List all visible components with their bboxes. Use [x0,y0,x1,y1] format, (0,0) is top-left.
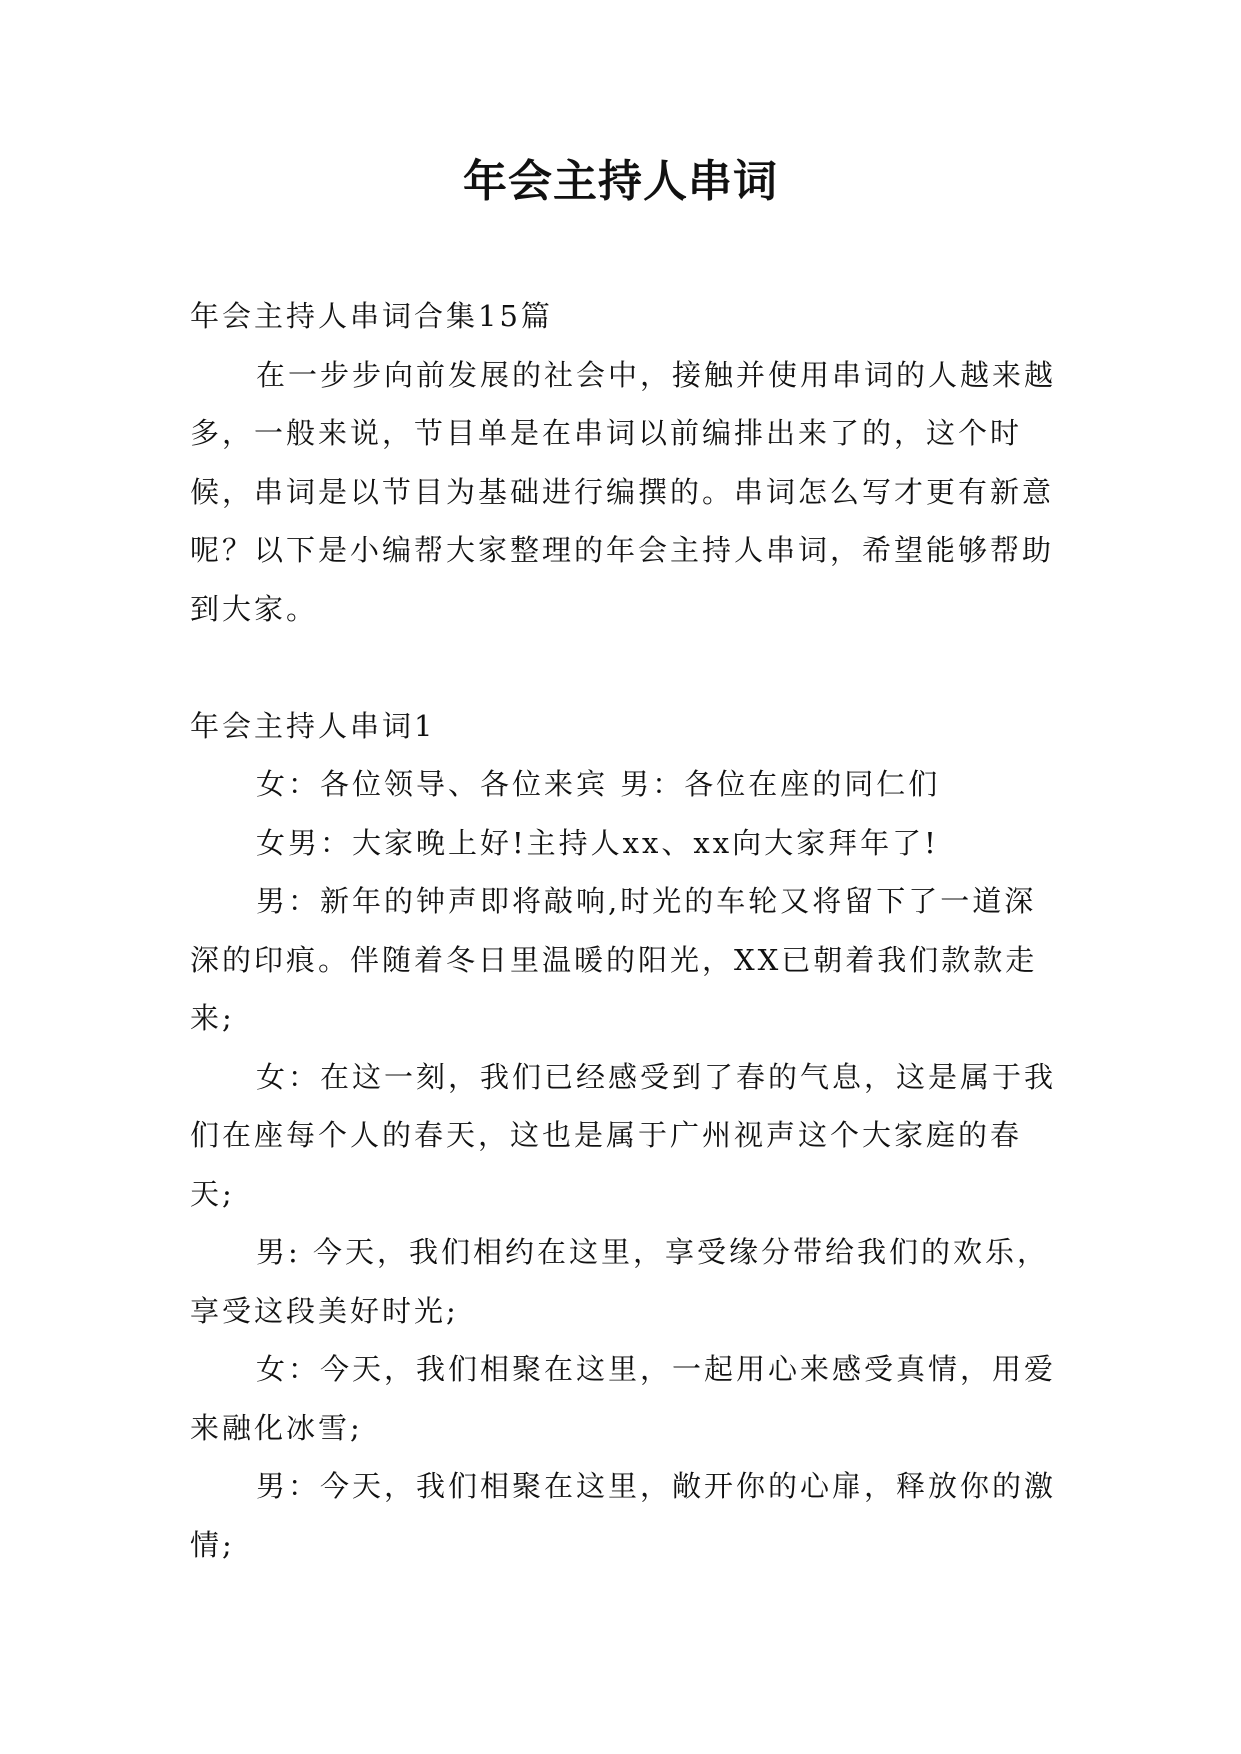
dialogue-paragraph: 女：今天，我们相聚在这里，一起用心来感受真情，用爱来融化冰雪; [190,1352,1057,1445]
document-title: 年会主持人串词 [463,156,778,207]
dialogue-paragraph: 男：新年的钟声即将敲响,时光的车轮又将留下了一道深深的印痕。伴随着冬日里温暖的阳光，XX已朝着我们款款走来; [190,884,1038,1035]
dialogue-paragraph: 男：今天，我们相聚在这里，敞开你的心扉，释放你的激情; [190,1469,1057,1562]
document-body [190,287,1056,1574]
dialogue-paragraph: 男: 今天，我们相约在这里，享受缘分带给我们的欢乐，享受这段美好时光; [190,1235,1049,1328]
subtitle: 年会主持人串词合集15篇 [190,299,553,333]
section-heading: 年会主持人串词1 [190,708,436,743]
paragraph-spacer [190,638,1056,697]
intro-paragraph: 在一步步向前发展的社会中，接触并使用串词的人越来越多，一般来说，节目单是在串词以前编排出来了的，这个时候，串词是以节目为基础进行编撰的。串词怎么写才更有新意呢？以下是小编帮大家整理的年会主持人串词，希望能够帮助到大家。 [190,357,1057,626]
dialogue-paragraph: 女：各位领导、各位来宾 男：各位在座的同仁们 [256,767,941,801]
dialogue-paragraph: 女：在这一刻，我们已经感受到了春的气息，这是属于我们在座每个人的春天，这也是属于广州视声这个大家庭的春天; [190,1059,1057,1211]
dialogue-paragraph: 女男：大家晚上好!主持人xx、xx向大家拜年了! [256,825,939,860]
